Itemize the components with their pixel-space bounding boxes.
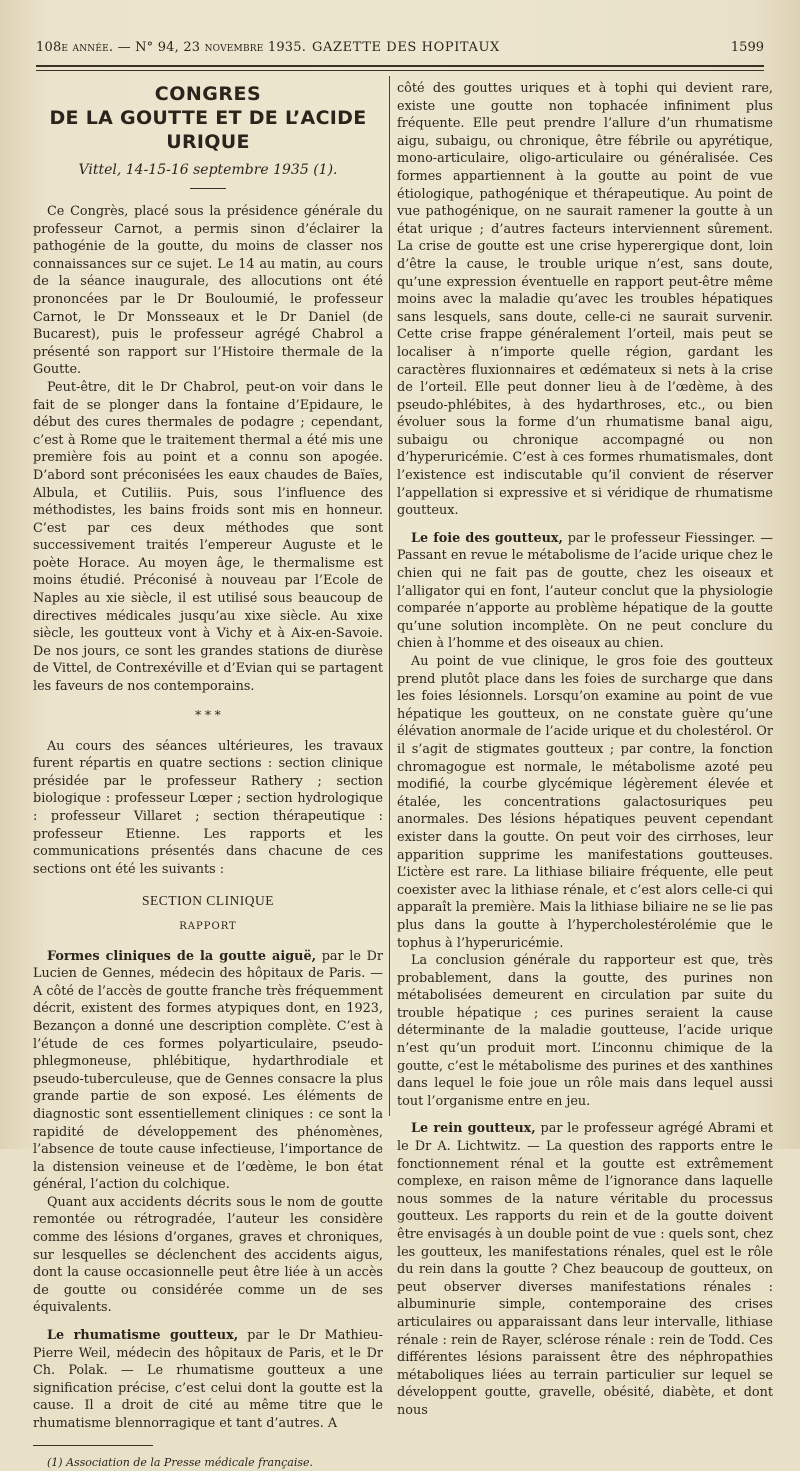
article-title-line1: CONGRES [154,83,262,105]
lead-rein: Le rein goutteux, [411,1121,536,1137]
paragraph-rhumatisme [33,1327,383,1433]
paragraph-goutte-remontee: Quant aux accidents décrits sous le nom de goutte remontée ou rétrogradée, l’auteur les considère comme des lésions d’organes, graves et chroniques, sur lesquelles se déclenchent des accidents aigus, dont la cause occasionnelle peut être liée à un accès de goutte ou considérée comme un de ses équivalents. [33,1194,383,1316]
text-rhumatisme: par le Dr Mathieu-Pierre Weil, médecin des hôpitaux de Paris, et le Dr Ch. Polak. — Le rhumatisme goutteux a une signification précise, c’est celui dont la goutte est la cause. Il a droit de cité au même titre que le rhumatisme blennorragique et tant d’autres. A [33,1328,383,1431]
page-number: 1599 [730,40,764,55]
title-rule [190,188,226,189]
paragraph-intro: Ce Congrès, placé sous la présidence générale du professeur Carnot, a permis sinon d’éclairer la pathogénie de la goutte, du moins de classer nos connaissances sur ce sujet. Le 14 au matin, au cours de la séance inaugurale, des allocutions ont été prononcées par le Dr Bouloumié, le professeur Carnot, le Dr Monsseaux et le Dr Daniel (de Bucarest), puis le professeur agrégé Chabrol a présenté son rapport sur l’Histoire thermale de la Goutte. [33,204,383,378]
paragraph-conclusion: La conclusion générale du rapporteur est que, très probablement, dans la goutte, des purines non métabolisées demeurent en circulation par suite du trouble hépatique ; ces purines seraient la cause déterminante de la maladie goutteuse, l’acide urique n’est qu’un produit mort. L’inconnu chimique de la goutte, c’est le métabolisme des purines et des xanthines dans lequel le foie joue un rôle mais dans lequel aussi tout l’organisme entre en jeu. [397,953,773,1109]
text-foie: par le professeur Fiessinger. — Passant en revue le métabolisme de l’acide urique chez le chien qui ne fait pas de goutte, chez les oiseaux et l’alligator qui en font, l’auteur conclut que la physiologie comparée n’apporte au problème hépatique de la goutte qu’une solution incomplète. On ne peut conclure du chien à l’homme et des oiseaux au chien. [397,530,774,652]
column-divider [389,76,390,1116]
footnote-rule [33,1445,153,1446]
paragraph-rein [397,1120,773,1419]
paragraph-rhumatisme-cont: côté des gouttes uriques et à tophi qui devient rare, existe une goutte non tophacée infiniment plus fréquente. Elle peut prendre l’allure d’un rhumatisme aigu, subaigu, ou chronique, être fébrile ou apyrétique, mono-articulaire, oligo-articulaire ou généralisée. Ces formes appartiennent à la goutte au point de vue étiologique, pathogénique et thérapeutique. Au point de vue pathogénique, on ne saurait ramener la goutte à un état urique ; d’autres facteurs interviennent sûrement. La crise de goutte est une crise hyperergique dont, loin d’être la cause, le trouble urique n’est, sans doute, qu’une expression éventuelle en rapport peut-être même moins avec la maladie qu’avec les troubles hépatiques sans lesquels, sans doute, celle-ci ne saurait survenir. Cette crise frappe généralement l’orteil, mais peut se localiser à n’importe quelle région, gardant les caractères fluxionnaires et œdémateux si nets à la crise de l’orteil. Elle peut donner lieu à de l’œdème, à des pseudo-phlébites, à des hydarthroses, etc., ou bien évoluer sous la forme d’un rhumatisme banal aigu, subaigu ou chronique accompagné ou non d’hyperuricémie. C’est à ces formes rhumatismales, dont l’existence est indiscutable qu’il convient de réserver l’appellation si expressive et si véridique de rhumatisme goutteux. [397,81,773,519]
paragraph-history: Peut-être, dit le Dr Chabrol, peut-on voir dans le fait de se plonger dans la fontaine d’Epidaure, le début des cures thermales de podagre ; cependant, c’est à Rome que le traitement thermal a été mis une première fois au point et a connu son apogée. D’abord sont préconisées les eaux chaudes de Baïes, Albula, et Cutiliis. Puis, sous l’influence des méthodistes, les bains froids sont mis en honneur. C’est par ces deux méthodes que sont successivement traités l’empereur Auguste et le poète Horace. Au moyen âge, le thermalisme est moins étudié. Préconisé à nouveau par l’Ecole de Naples au xie siècle, il est utilisé sous beaucoup de directives médicales jusqu’au xixe siècle. Au xixe siècle, les goutteux vont à Vichy et à Aix-en-Savoie. De nos jours, ce sont les grandes stations de diurèse de Vittel, de Contrexéville et d’Evian qui se partagent les faveurs de nos contemporains. [33,379,383,695]
lead-formes-cliniques: Formes cliniques de la goutte aiguë, [47,948,317,964]
paragraph-foie-clinique: Au point de vue clinique, le gros foie des goutteux prend plutôt place dans les foies de surcharge que dans les foies lésionnels. Lorsqu’on examine au point de vue hépatique les goutteux, on ne constate guère qu’une élévation anormale de l’acide urique et du cholestérol. Or il s’agit de stigmates goutteux ; par contre, la fonction chromagogue est normale, le métabolisme azoté peu modifié, la courbe glycémique légèrement élevée et étalée, les concentrations galactosuriques peu anormales. Des lésions hépatiques peuvent cependant exister dans la goutte. On peut voir des cirrhoses, leur apparition supprime les manifestations goutteuses. L’ictère est rare. La lithiase biliaire fréquente, elle peut coexister avec la lithiase rénale, et c’est alors celle-ci qui apparaît la première. Mais la lithiase biliaire ne se lie pas plus dans la goutte à l’hypercholestérolémie que le tophus à l’hyperuricémie. [397,654,773,951]
text-formes-cliniques: par le Dr Lucien de Gennes, médecin des hôpitaux de Paris. — A côté de l’accès de goutte franche très fréquemment décrit, existent des formes atypiques dont, en 1923, Bezançon a donné une description complète. C’est à l’étude de ces formes polyarticulaire, pseudo-phlegmoneuse, phlébitique, hydarthrodiale et pseudo-tuberculeuse, que de Gennes consacre la plus grande partie de son exposé. Les éléments de diagnostic sont essentiellement cliniques : ce sont la rapidité de développement des phénomènes, l’absence de toute cause infectieuse, l’importance de la distension veineuse et de l’œdème, le bon état général, l’action du colchique. [33,948,383,1193]
page-header [36,40,764,62]
paragraph-sections: Au cours des séances ultérieures, les travaux furent répartis en quatre sections : section clinique présidée par le professeur Rathery ; section biologique : professeur Lœper ; section hydrologique : professeur Villaret ; section thérapeutique : professeur Etienne. Les rapports et les communications présentés dans chacune de ces sections ont été les suivants : [33,738,383,877]
section-stars: * * * [195,707,221,722]
right-column [397,80,773,1420]
left-column [33,80,383,1471]
paragraph-foie [397,530,773,653]
issue-info: 108e année. — N° 94, 23 novembre 1935. [36,40,307,55]
article-title-line2: DE LA GOUTTE ET DE L’ACIDE URIQUE [49,107,367,153]
footnote: (1) Association de la Presse médicale française. [47,1455,314,1469]
text-rein: par le professeur agrégé Abrami et le Dr A. Lichtwitz. — La question des rapports entre le fonctionnement rénal et la goutte est extrêmement complexe, en raison même de l’ignorance dans laquelle nous sommes de la nature véritable du processus goutteux. Les rapports du rein et de la goutte doivent être envisagés à un double point de vue : quels sont, chez les goutteux, les manifestations rénales, quel est le rôle du rein dans la goutte ? Chez beaucoup de goutteux, on peut observer diverses manifestations rénales : albuminurie simple, contemporaine des crises articulaires ou apparaissant dans leur intervalle, lithiase rénale : rein de Rayer, sclérose rénale : rein de Todd. Ces différentes lésions paraissent être des néphropathies métaboliques liées au terrain particulier sur lequel se développent goutte, gravelle, obésité, diabète, et dont nous [397,1121,773,1418]
journal-name: GAZETTE DES HOPITAUX [312,40,500,55]
subsection-label: RAPPORT [179,920,237,932]
section-heading: SECTION CLINIQUE [141,893,275,909]
lead-rhumatisme: Le rhumatisme goutteux, [47,1328,239,1344]
article-subtitle: Vittel, 14-15-16 septembre 1935 (1). [78,162,338,178]
header-rule [36,65,764,67]
lead-foie: Le foie des goutteux, [411,530,563,546]
paragraph-formes-cliniques [33,948,383,1194]
header-rule-thin [36,70,764,71]
